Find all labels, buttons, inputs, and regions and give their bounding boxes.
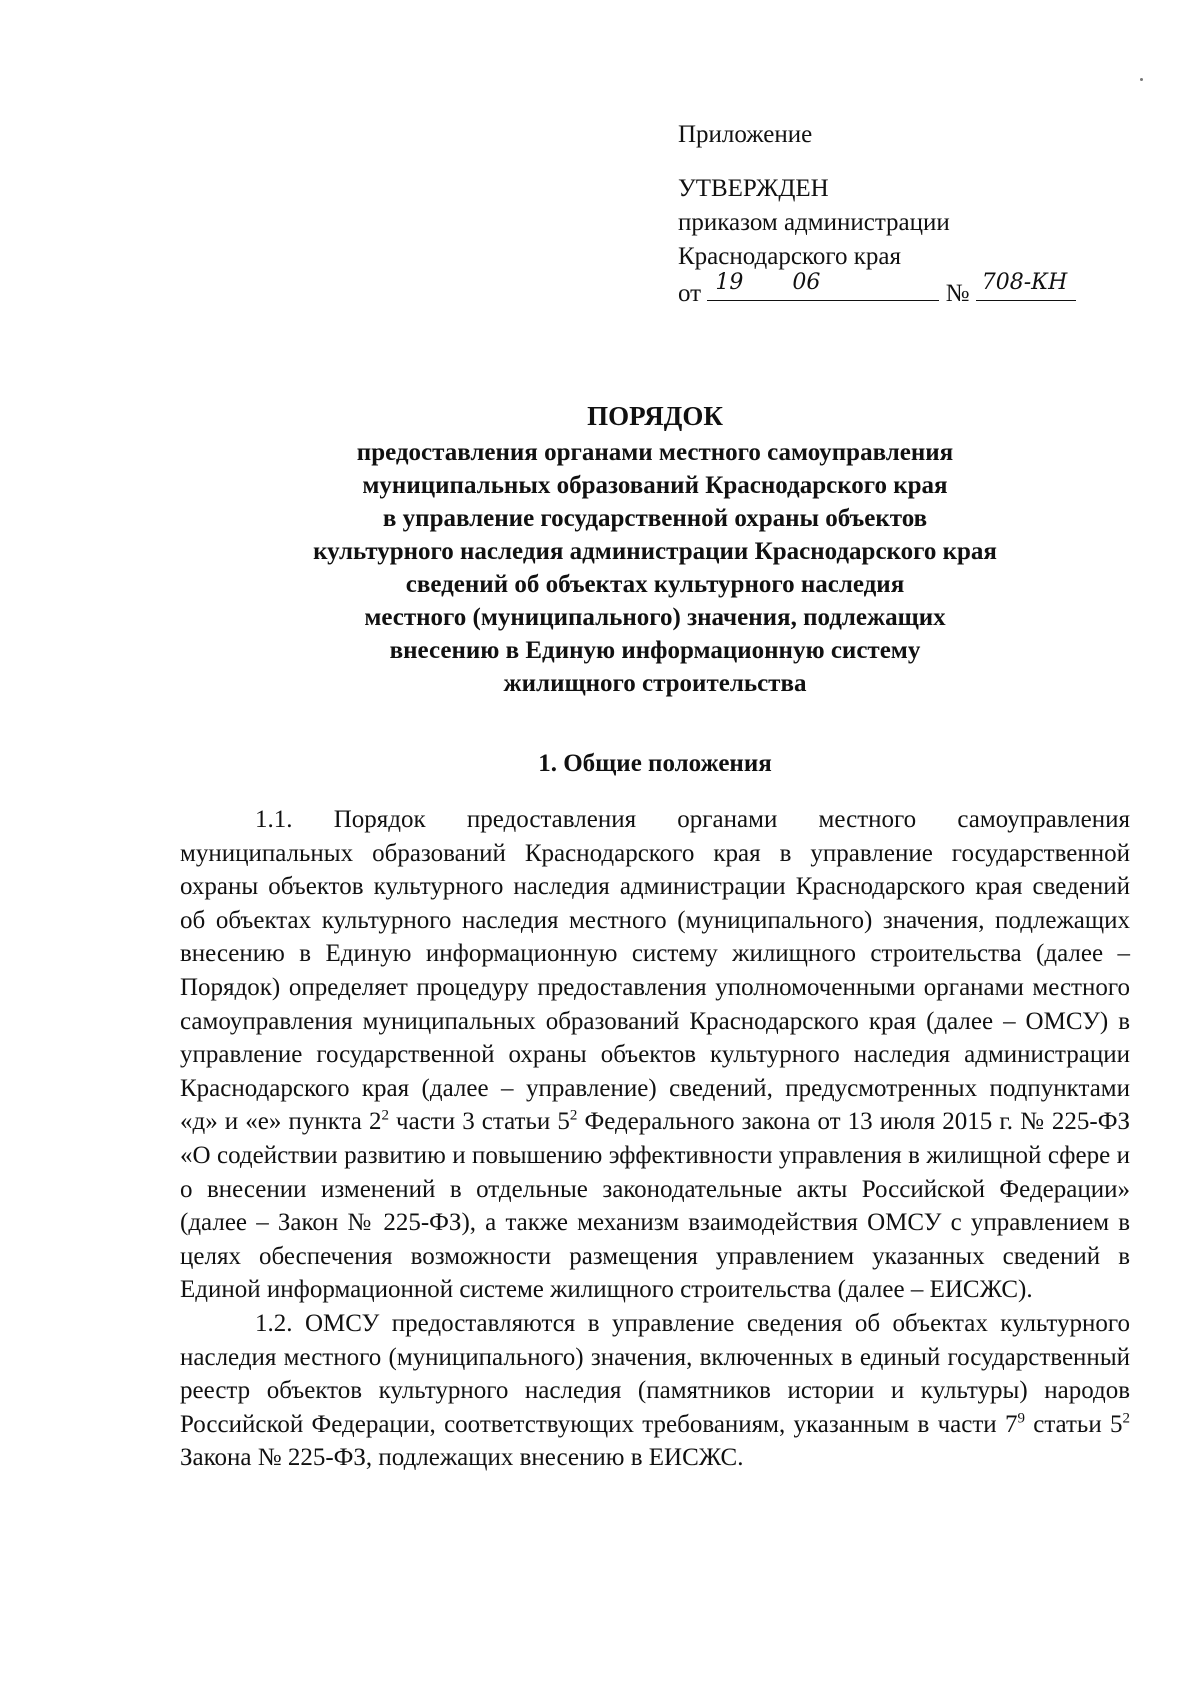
paragraph-text: части 3 статьи 5	[388, 1108, 570, 1136]
scan-speck	[1140, 78, 1143, 81]
appendix-label: Приложение	[678, 121, 813, 148]
paragraph-text: статьи 5	[1024, 1410, 1123, 1438]
by-order-label: приказом администрации	[678, 209, 950, 236]
title-line: предоставления органами местного самоуправления	[356, 439, 954, 466]
paragraph-text: 1.1. Порядок предоставления органами местного самоуправления муниципальных образований Краснодарского края в управление государственной охраны объектов культурного наследия администрации Краснодарского края сведений об объектах культурного наследия местного (муниципального) значения, подлежащих внесению в Единую информационную систему жилищного строительства (далее – Порядок) определяет процедуру предоставления уполномоченными органами местного самоуправления муниципальных образований Краснодарского края (далее – ОМСУ) в управление государственной охраны объектов культурного наследия администрации Краснодарского края (далее – управление) сведений, предусмотренных подпунктами «д» и «е» пункта 2	[180, 806, 1130, 1136]
approval-header	[678, 118, 1076, 311]
date-day: 19	[715, 270, 744, 295]
number-field	[976, 270, 1076, 301]
number-value: 708-КН	[981, 270, 1068, 295]
approved-label: УТВЕРЖДЕН	[678, 175, 829, 202]
title-line: сведений об объектах культурного наследия	[405, 571, 905, 598]
title-line: жилищного строительства	[503, 670, 807, 697]
paragraph-1-1	[180, 803, 1130, 1307]
section-heading: 1. Общие положения	[538, 750, 772, 777]
superscript: 2	[569, 1108, 578, 1125]
number-label: №	[945, 280, 970, 307]
paragraph-text: Федерального закона от 13 июля 2015 г. № 225-ФЗ «О содействии развитию и повышению эффективности управления в жилищной сфере и о внесении изменений в отдельные законодательные акты Российской Федерации» (далее – Закон № 225-ФЗ), а также механизм взаимодействия ОМСУ с управлением в целях обеспечения возможности размещения управлением указанных сведений в Единой информационной системе жилищного строительства (далее – ЕИСЖС).	[180, 1108, 1130, 1304]
paragraph-text: Закона № 225-ФЗ, подлежащих внесению в ЕИСЖС.	[180, 1444, 744, 1472]
title-line: местного (муниципального) значения, подлежащих	[364, 604, 946, 631]
superscript: 2	[381, 1108, 389, 1125]
section-body	[180, 803, 1130, 1475]
region-label: Краснодарского края	[678, 243, 901, 270]
paragraph-1-2	[180, 1307, 1130, 1475]
paragraph-text: 1.2. ОМСУ предоставляются в управление сведения об объектах культурного наследия местного (муниципального) значения, включенных в единый государственный реестр объектов культурного наследия (памятников истории и культуры) народов Российской Федерации, соответствующих требованиям, указанным в части 7	[180, 1309, 1130, 1438]
date-field	[707, 270, 939, 301]
title-main: ПОРЯДОК	[587, 401, 723, 431]
date-number-line	[678, 270, 1076, 311]
from-label: от	[678, 280, 702, 307]
title-line: в управление государственной охраны объектов	[382, 505, 928, 532]
date-month: 06	[792, 270, 821, 295]
superscript: 9	[1017, 1410, 1025, 1427]
title-line: внесению в Единую информационную систему	[389, 637, 921, 664]
title-line: муниципальных образований Краснодарского края	[362, 472, 948, 499]
superscript: 2	[1122, 1410, 1130, 1427]
title-line: культурного наследия администрации Краснодарского края	[313, 538, 997, 565]
document-title	[180, 400, 1130, 700]
